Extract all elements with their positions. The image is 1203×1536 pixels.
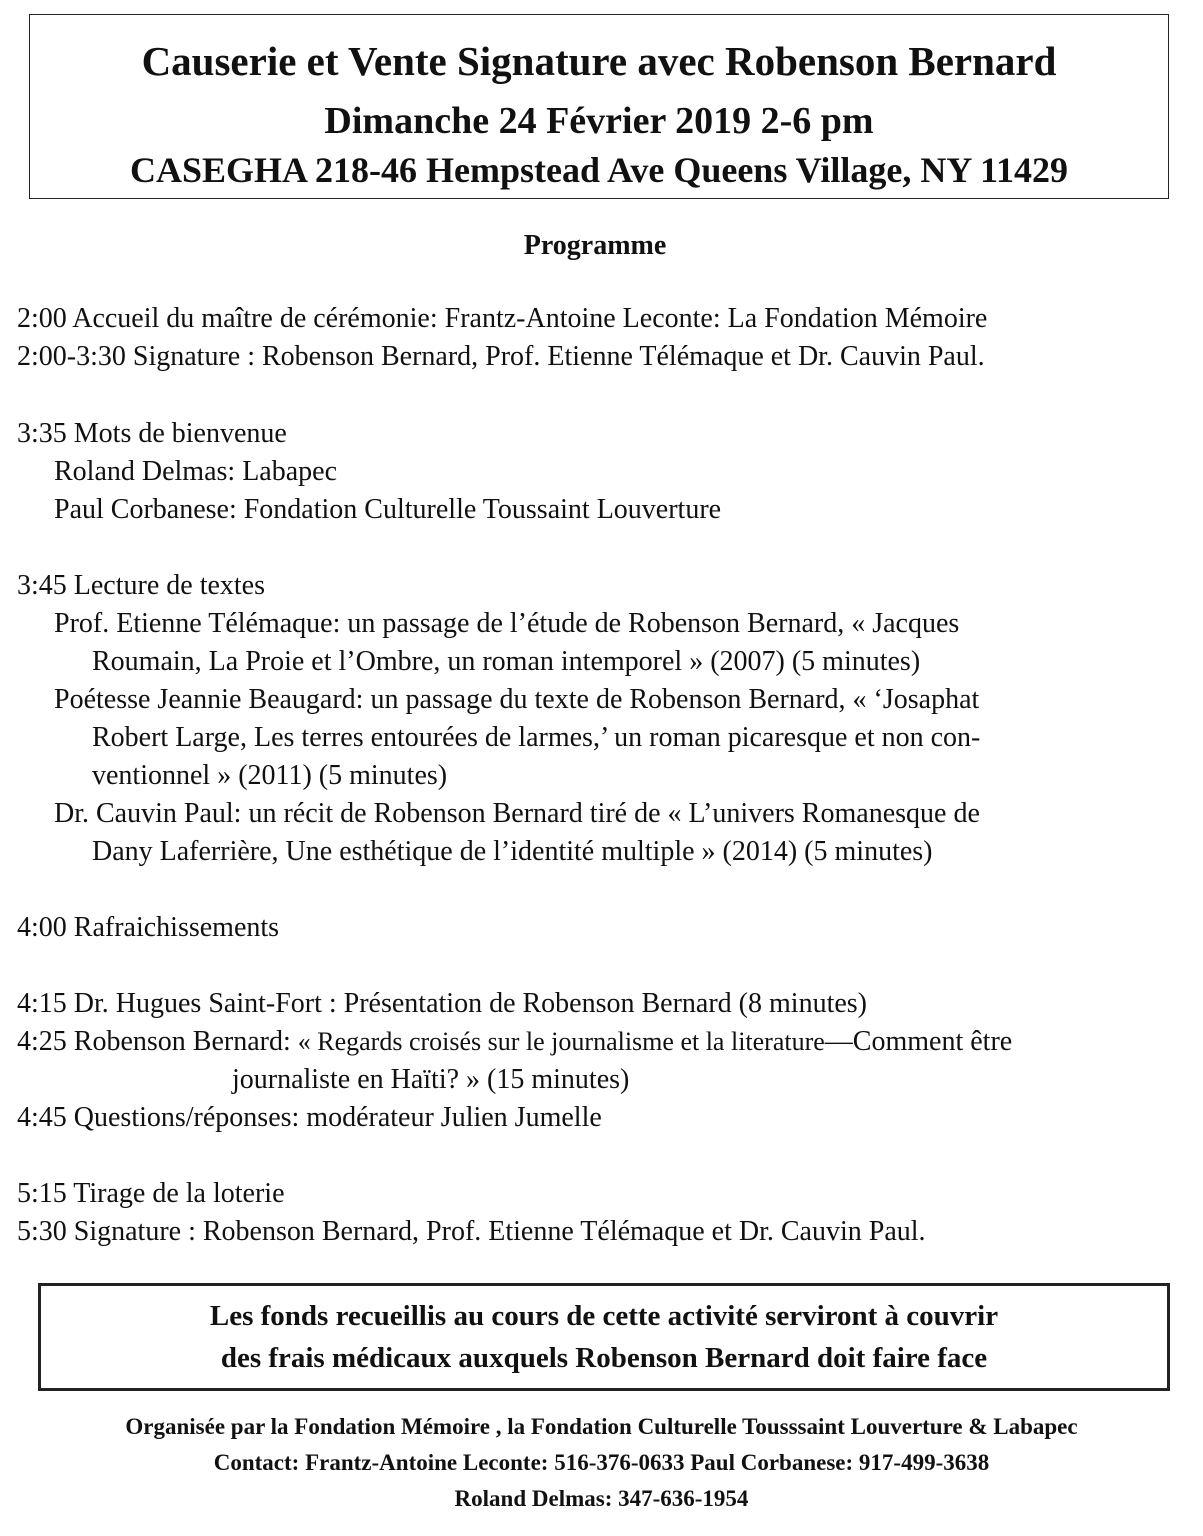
talk-title-cont: —Comment être bbox=[824, 1026, 1013, 1057]
program-item-welcome-host: 2:00 Accueil du maître de cérémonie: Frantz-Antoine Leconte: La Fondation Mémoire bbox=[17, 303, 988, 334]
program-item-talk bbox=[17, 1028, 1012, 1056]
fundraising-notice-box bbox=[38, 1283, 1170, 1391]
program-item-readings: 3:45 Lecture de textes bbox=[17, 570, 266, 601]
program-item-presentation: 4:15 Dr. Hugues Saint-Fort : Présentation de Robenson Bernard (8 minutes) bbox=[17, 988, 867, 1019]
program-subitem-beaugard: Poétesse Jeannie Beaugard: un passage du texte de Robenson Bernard, « ‘Josaphat bbox=[54, 684, 980, 715]
program-item-refreshments: 4:00 Rafraichissements bbox=[17, 912, 280, 943]
program-subitem-telemaque-cont: Roumain, La Proie et l’Ombre, un roman intemporel » (2007) (5 minutes) bbox=[92, 646, 921, 677]
program-item-qa: 4:45 Questions/réponses: modérateur Julien Jumelle bbox=[17, 1102, 602, 1133]
program-subitem-telemaque: Prof. Etienne Télémaque: un passage de l’étude de Robenson Bernard, « Jacques bbox=[54, 608, 960, 639]
talk-speaker: 4:25 Robenson Bernard: bbox=[17, 1026, 298, 1057]
program-item-talk-cont: journaliste en Haïti? » (15 minutes) bbox=[232, 1064, 630, 1095]
program-subitem-cauvin-paul: Dr. Cauvin Paul: un récit de Robenson Bernard tiré de « L’univers Romanesque de bbox=[54, 798, 980, 829]
event-date: Dimanche 24 Février 2019 2-6 pm bbox=[324, 100, 874, 142]
program-subitem-beaugard-cont2: ventionnel » (2011) (5 minutes) bbox=[92, 760, 448, 791]
program-subitem-cauvin-paul-cont: Dany Laferrière, Une esthétique de l’identité multiple » (2014) (5 minutes) bbox=[92, 836, 933, 867]
footer-contact: Contact: Frantz-Antoine Leconte: 516-376-0633 Paul Corbanese: 917-499-3638 bbox=[213, 1450, 990, 1475]
talk-title: « Regards croisés sur le journalisme et la literature bbox=[297, 1027, 825, 1056]
footer-organizers: Organisée par la Fondation Mémoire , la Fondation Culturelle Tousssaint Louverture & Labapec bbox=[125, 1414, 1078, 1439]
program-item-signature-2: 5:30 Signature : Robenson Bernard, Prof. Etienne Télémaque et Dr. Cauvin Paul. bbox=[17, 1216, 926, 1247]
program-item-welcome-words: 3:35 Mots de bienvenue bbox=[17, 418, 287, 449]
fundraising-notice-line2: des frais médicaux auxquels Robenson Bernard doit faire face bbox=[220, 1342, 988, 1374]
footer-contact-roland: Roland Delmas: 347-636-1954 bbox=[454, 1486, 749, 1511]
program-title: Programme bbox=[523, 230, 667, 261]
program-subitem-paul-corbanese: Paul Corbanese: Fondation Culturelle Toussaint Louverture bbox=[54, 494, 722, 525]
program-subitem-roland-delmas: Roland Delmas: Labapec bbox=[54, 456, 338, 487]
program-item-lottery: 5:15 Tirage de la loterie bbox=[17, 1178, 285, 1209]
program-subitem-beaugard-cont1: Robert Large, Les terres entourées de larmes,’ un roman picaresque et non con- bbox=[92, 722, 981, 753]
fundraising-notice-line1: Les fonds recueillis au cours de cette activité serviront à couvrir bbox=[209, 1300, 999, 1332]
program-item-signature-1: 2:00-3:30 Signature : Robenson Bernard, Prof. Etienne Télémaque et Dr. Cauvin Paul. bbox=[17, 341, 985, 372]
event-header-box bbox=[29, 14, 1169, 199]
event-title: Causerie et Vente Signature avec Robenson Bernard bbox=[141, 38, 1057, 84]
event-location: CASEGHA 218-46 Hempstead Ave Queens Village, NY 11429 bbox=[129, 150, 1069, 190]
